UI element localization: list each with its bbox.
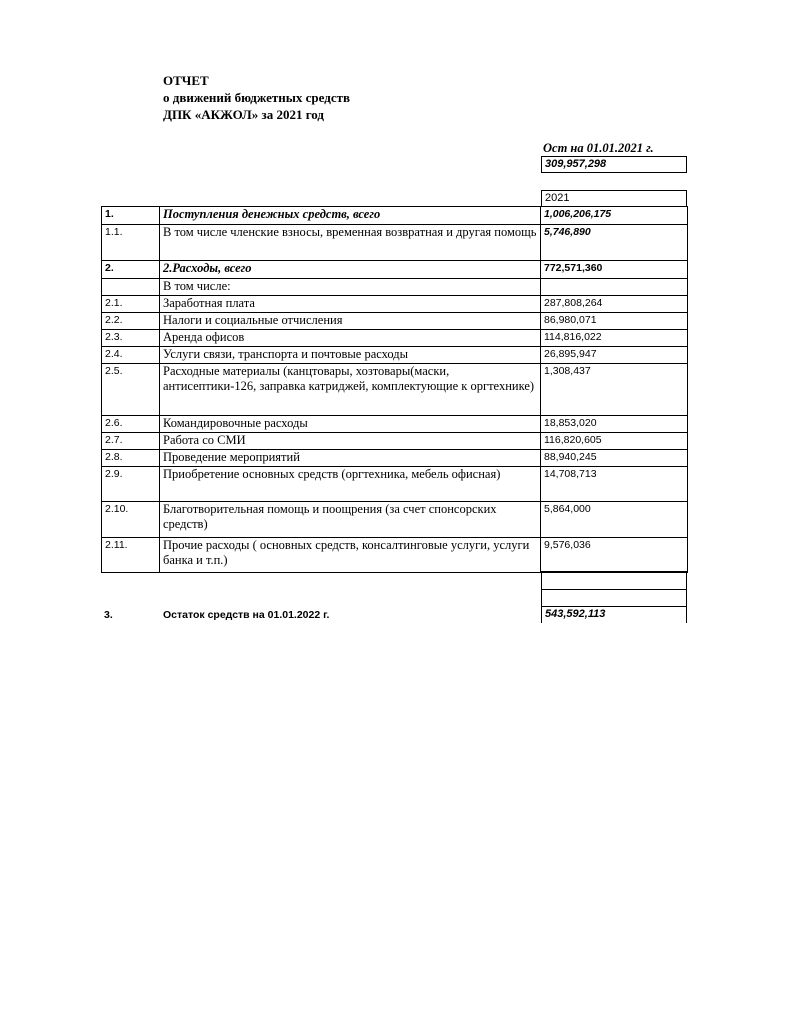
table-row (102, 502, 688, 538)
row-value: 116,820,605 (541, 433, 688, 450)
row-value: 772,571,360 (541, 261, 688, 279)
row-value: 18,853,020 (541, 416, 688, 433)
row-number: 1. (102, 207, 160, 225)
row-description: Благотворительная помощь и поощрения (за счет спонсорских средств) (160, 502, 541, 538)
empty-cell (541, 589, 687, 607)
table-row (102, 538, 688, 573)
row-number: 2.6. (102, 416, 160, 433)
table-row (102, 433, 688, 450)
row-number: 2.9. (102, 467, 160, 502)
empty-cell (541, 571, 687, 590)
row-number: 2.7. (102, 433, 160, 450)
year-header: 2021 (541, 190, 687, 207)
row-number: 2.8. (102, 450, 160, 467)
row-value: 5,864,000 (541, 502, 688, 538)
row-description: Командировочные расходы (160, 416, 541, 433)
row-value: 5,746,890 (541, 225, 688, 261)
title-line-2: о движений бюджетных средств (163, 90, 351, 105)
row-value: 1,006,206,175 (541, 207, 688, 225)
table-row (102, 347, 688, 364)
row-description: Заработная плата (160, 296, 541, 313)
title-line-3: ДПК «АКЖОЛ» за 2021 год (163, 107, 324, 122)
row-description: Налоги и социальные отчисления (160, 313, 541, 330)
row-description: В том числе членские взносы, временная возвратная и другая помощь (160, 225, 541, 261)
row-value: 114,816,022 (541, 330, 688, 347)
row-description: Приобретение основных средств (оргтехника, мебель офисная) (160, 467, 541, 502)
row-description: Расходные материалы (канцтовары, хозтовары(маски, антисептики-126, заправка катриджей, комплектующие к оргтехнике) (160, 364, 541, 416)
table-row (102, 467, 688, 502)
row-description: Работа со СМИ (160, 433, 541, 450)
row-number (102, 279, 160, 296)
opening-balance-label: Ост на 01.01.2021 г. (543, 141, 654, 155)
row-description: Аренда офисов (160, 330, 541, 347)
budget-table (101, 206, 688, 573)
row-description: В том числе: (160, 279, 541, 296)
row-description: 2.Расходы, всего (160, 261, 541, 279)
table-row (102, 313, 688, 330)
row-description: Услуги связи, транспорта и почтовые расходы (160, 347, 541, 364)
row-value: 287,808,264 (541, 296, 688, 313)
row-number: 2.10. (102, 502, 160, 538)
row-description: Поступления денежных средств, всего (160, 207, 541, 225)
row-value: 88,940,245 (541, 450, 688, 467)
row-number: 2.1. (102, 296, 160, 313)
table-row (102, 279, 688, 296)
row-description: Прочие расходы ( основных средств, консалтинговые услуги, услуги банка и т.п.) (160, 538, 541, 573)
row-number: 1.1. (102, 225, 160, 261)
row-value: 26,895,947 (541, 347, 688, 364)
row-number: 2.5. (102, 364, 160, 416)
closing-balance-value: 543,592,113 (541, 606, 687, 623)
row-number: 2.2. (102, 313, 160, 330)
table-row (102, 364, 688, 416)
table-row (102, 416, 688, 433)
closing-balance-label: Остаток средств на 01.01.2022 г. (163, 609, 330, 621)
row-value: 9,576,036 (541, 538, 688, 573)
opening-balance-value: 309,957,298 (541, 156, 687, 173)
table-row (102, 225, 688, 261)
table-row (102, 330, 688, 347)
row-number: 2. (102, 261, 160, 279)
row-number: 2.4. (102, 347, 160, 364)
row-value: 1,308,437 (541, 364, 688, 416)
closing-number: 3. (104, 609, 113, 621)
row-number: 2.11. (102, 538, 160, 573)
report-title (163, 72, 350, 123)
table-row (102, 296, 688, 313)
row-value: 86,980,071 (541, 313, 688, 330)
row-description: Проведение мероприятий (160, 450, 541, 467)
table-row (102, 450, 688, 467)
row-value (541, 279, 688, 296)
title-line-1: ОТЧЕТ (163, 73, 209, 88)
table-row (102, 261, 688, 279)
row-value: 14,708,713 (541, 467, 688, 502)
row-number: 2.3. (102, 330, 160, 347)
table-row (102, 207, 688, 225)
